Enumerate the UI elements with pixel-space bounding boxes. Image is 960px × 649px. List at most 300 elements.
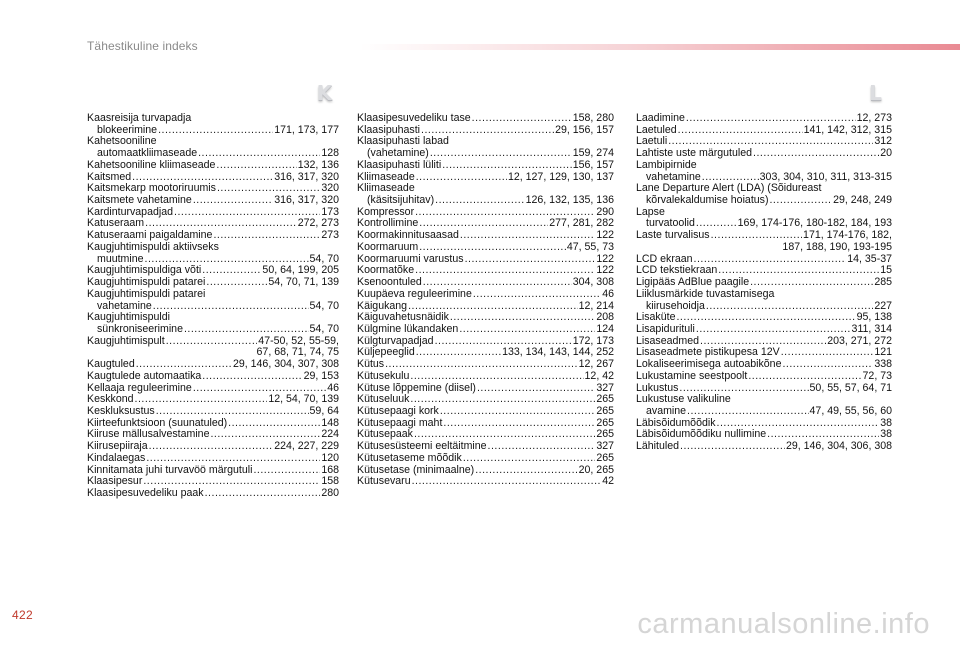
index-entry <box>357 195 614 207</box>
index-page-refs: 132, 136 <box>297 159 339 171</box>
dot-leader <box>414 429 595 441</box>
index-page-refs: 47, 55, 73 <box>566 241 614 253</box>
index-page-refs: 148 <box>321 417 339 429</box>
index-entry-line <box>636 301 892 313</box>
index-entry-line <box>636 195 892 207</box>
index-entry <box>87 207 339 219</box>
index-entry <box>357 125 614 137</box>
index-term: muutmine <box>97 253 144 265</box>
index-term: sünkroniseerimine <box>97 323 183 335</box>
index-entry <box>357 136 614 148</box>
index-page-refs: 12, 214 <box>578 300 614 312</box>
index-term: Kütusetase (minimaalne) <box>357 464 475 476</box>
index-page-refs: 171, 174-176, 182, <box>803 230 892 242</box>
index-term: Käigukang <box>357 300 408 312</box>
index-page-refs: 29, 153 <box>303 370 339 382</box>
index-page-refs: 327 <box>596 382 614 394</box>
index-entry-line <box>87 218 339 230</box>
index-page-refs: 316, 317, 320 <box>274 171 339 183</box>
index-page-refs: 95, 138 <box>856 312 892 324</box>
index-entry <box>636 136 892 148</box>
index-entry-line <box>87 195 339 207</box>
index-entry-line <box>357 312 614 324</box>
index-entry <box>87 265 339 277</box>
index-entry-heading: Lambipirnide <box>636 159 697 171</box>
index-entry <box>636 371 892 383</box>
index-entry <box>87 476 339 488</box>
index-entry-line <box>87 160 339 172</box>
index-entry-heading: Lapse <box>636 206 665 218</box>
index-entry-line <box>357 476 614 488</box>
index-page-refs: 29, 146, 304, 306, 308 <box>785 441 892 453</box>
index-entry <box>357 394 614 406</box>
dot-leader <box>430 148 572 160</box>
index-term: Kütuseluuk <box>357 394 410 406</box>
index-entry <box>636 277 892 289</box>
index-term: Kütusesüsteemi eeltäitmine <box>357 441 487 453</box>
dot-leader <box>143 476 320 488</box>
index-column-2 <box>357 113 614 488</box>
index-entry-line <box>87 394 339 406</box>
index-entry-line <box>357 418 614 430</box>
index-page-refs: 265 <box>596 429 614 441</box>
index-entry <box>357 418 614 430</box>
index-entry-line <box>357 347 614 359</box>
index-term: Kaugjuhtimispuldi patarei <box>87 277 206 289</box>
section-letter-l-glyph: L <box>869 81 882 105</box>
section-letter-l <box>864 81 887 105</box>
index-term: Katuseraami paigaldamine <box>87 230 213 242</box>
index-page-refs: 50, 64, 199, 205 <box>262 265 339 277</box>
index-page-refs: 128 <box>321 148 339 160</box>
index-term: Koormakinnitusaasad <box>357 230 459 242</box>
index-entry-line <box>357 406 614 418</box>
index-entry-line <box>87 172 339 184</box>
index-entry <box>636 160 892 172</box>
index-entry <box>636 406 892 418</box>
index-entry-line <box>636 148 892 160</box>
index-term: Lukustus <box>636 382 679 394</box>
index-term: Kütus <box>357 359 385 371</box>
index-entry-line <box>636 429 892 441</box>
dot-leader <box>472 113 572 125</box>
dot-leader <box>475 465 577 477</box>
dot-leader <box>213 230 320 242</box>
index-entry-line <box>357 383 614 395</box>
index-page-refs-continued: 187, 188, 190, 193-195 <box>782 240 892 253</box>
dot-leader <box>687 406 808 418</box>
index-page-refs: 12, 54, 70, 139 <box>268 394 339 406</box>
index-entry <box>357 289 614 301</box>
index-page-refs: 38 <box>880 417 892 429</box>
index-term: Koormatõke <box>357 265 415 277</box>
index-entry <box>636 183 892 195</box>
index-entry <box>87 277 339 289</box>
index-term: LCD ekraan <box>636 253 693 265</box>
index-page-refs: 158 <box>321 476 339 488</box>
page-header-title: Tähestikuline indeks <box>87 39 198 53</box>
index-page-refs: 338 <box>874 359 892 371</box>
index-entry <box>636 207 892 219</box>
index-page-refs: 124 <box>596 323 614 335</box>
index-term: Keskkond <box>87 394 134 406</box>
index-page-refs: 156, 157 <box>572 159 614 171</box>
index-entry <box>87 136 339 148</box>
index-page-refs: 15 <box>880 265 892 277</box>
index-entry <box>87 242 339 254</box>
index-entry-line <box>357 195 614 207</box>
index-entry <box>636 218 892 230</box>
index-entry-line <box>87 148 339 160</box>
index-term: Koormaruum <box>357 241 419 253</box>
index-entry-line <box>357 429 614 441</box>
index-page-refs: 47, 49, 55, 56, 60 <box>809 405 892 417</box>
index-entry <box>636 195 892 207</box>
index-term: Ligipääs AdBlue paagile <box>636 277 750 289</box>
index-page-refs-continued: 67, 68, 71, 74, 75 <box>256 346 339 359</box>
dot-leader <box>385 359 578 371</box>
index-entry <box>357 265 614 277</box>
index-entry-line <box>357 230 614 242</box>
index-entry-line <box>636 359 892 371</box>
index-entry-line <box>636 347 892 359</box>
index-entry <box>357 148 614 160</box>
dot-leader <box>132 172 273 184</box>
index-entry <box>636 125 892 137</box>
index-entry-line <box>636 324 892 336</box>
index-entry-heading: Klaasipuhasti labad <box>357 136 449 148</box>
index-entry <box>636 113 892 125</box>
index-term: Lisaküte <box>636 312 676 324</box>
index-term: Kompressor <box>357 206 415 218</box>
index-term: Lisaseadmed <box>636 335 700 347</box>
index-page-refs: 46 <box>327 382 339 394</box>
index-entry-line <box>357 289 614 301</box>
index-term: vahetamine <box>97 300 152 312</box>
index-entry-heading: Kaugjuhtimispuldi <box>87 312 171 324</box>
index-entry <box>87 359 339 371</box>
index-entry <box>87 429 339 441</box>
index-entry <box>357 172 614 184</box>
dot-leader <box>686 113 856 125</box>
index-entry-line <box>357 277 614 289</box>
index-entry-line <box>87 359 339 371</box>
index-entry <box>636 301 892 313</box>
index-entry <box>87 254 339 266</box>
dot-leader <box>423 277 572 289</box>
index-entry-heading: Liiklusmärkide tuvastamisega <box>636 288 775 300</box>
index-term: Kinnitamata juhi turvavöö märgutuli <box>87 464 253 476</box>
header-accent-bar <box>360 44 960 50</box>
index-page-refs: 316, 317, 320 <box>274 195 339 207</box>
dot-leader <box>210 429 320 441</box>
index-entry <box>357 371 614 383</box>
index-entry-line <box>87 406 339 418</box>
dot-leader <box>149 441 274 453</box>
index-page-refs: 265 <box>596 405 614 417</box>
index-page-refs: 312 <box>874 136 892 148</box>
index-term: Kütusevaru <box>357 476 411 488</box>
index-term: Lukustamine seestpoolt <box>636 370 748 382</box>
watermark: carmanualsonline.info <box>637 608 930 640</box>
index-term: Kütusekulu <box>357 370 410 382</box>
dot-leader <box>419 242 566 254</box>
dot-leader <box>718 265 879 277</box>
index-term: Lähituled <box>636 441 680 453</box>
dot-leader <box>440 406 595 418</box>
index-page-refs: 224 <box>321 429 339 441</box>
dot-leader <box>696 324 851 336</box>
index-term: Lokaliseerimisega autoabikõne <box>636 359 782 371</box>
index-entry <box>87 383 339 395</box>
index-entry <box>357 254 614 266</box>
dot-leader <box>193 383 326 395</box>
index-term: Kiiruse mällusalvestamine <box>87 429 210 441</box>
index-entry <box>357 453 614 465</box>
index-entry <box>636 172 892 184</box>
dot-leader <box>435 195 525 207</box>
index-entry-line <box>636 136 892 148</box>
index-term: Läbisõidumõõdiku nullimine <box>636 429 767 441</box>
dot-leader <box>145 254 309 266</box>
index-entry <box>87 289 339 301</box>
dot-leader <box>767 429 879 441</box>
dot-leader <box>153 301 309 313</box>
index-term: Koormaruumi varustus <box>357 253 464 265</box>
dot-leader <box>228 418 320 430</box>
dot-leader <box>419 218 548 230</box>
index-term: Küljepeeglid <box>357 347 415 359</box>
index-term: (vahetamine) <box>367 148 429 160</box>
index-page-refs: 12, 127, 129, 130, 137 <box>507 171 614 183</box>
dot-leader <box>676 312 855 324</box>
dot-leader <box>198 148 320 160</box>
index-page-refs: 122 <box>596 265 614 277</box>
index-entry-line <box>87 429 339 441</box>
index-page-refs: 141, 142, 312, 315 <box>803 124 892 136</box>
index-entry <box>636 254 892 266</box>
dot-leader <box>415 265 595 277</box>
index-term: Kütusepaagi maht <box>357 417 443 429</box>
dot-leader <box>202 265 261 277</box>
index-entry <box>357 476 614 488</box>
index-entry-line <box>87 301 339 313</box>
index-page-refs: 158, 280 <box>572 113 614 124</box>
index-entry-line <box>87 125 339 137</box>
dot-leader <box>700 336 826 348</box>
index-term: Kaitsmed <box>87 171 132 183</box>
index-entry <box>87 148 339 160</box>
index-page-refs: 173 <box>321 206 339 218</box>
index-term: Klaasipesuvedeliku paak <box>87 488 204 499</box>
index-page-refs: 311, 314 <box>851 323 892 335</box>
index-term: Laetuli <box>636 136 668 148</box>
dot-leader <box>450 312 595 324</box>
index-page-refs: 42 <box>602 476 614 488</box>
index-entry <box>636 324 892 336</box>
index-entry-line <box>357 371 614 383</box>
index-entry-heading: Kahetsooniline <box>87 136 157 148</box>
index-entry-line <box>636 172 892 184</box>
dot-leader <box>410 371 583 383</box>
index-entry-heading: Lane Departure Alert (LDA) (Sõidureast <box>636 183 822 195</box>
index-term: Külgturvapadjad <box>357 335 434 347</box>
index-entry <box>87 160 339 172</box>
dot-leader <box>781 347 874 359</box>
index-page-refs: 303, 304, 310, 311, 313-315 <box>759 171 892 183</box>
index-entry-line <box>357 172 614 184</box>
dot-leader <box>416 172 507 184</box>
index-entry-line <box>636 371 892 383</box>
index-entry <box>357 160 614 172</box>
index-entry-line <box>357 453 614 465</box>
index-term: Käiguvahetusnäidik <box>357 312 449 324</box>
index-entry <box>636 265 892 277</box>
index-page-refs: 14, 35-37 <box>847 253 892 265</box>
index-page-refs: 265 <box>596 417 614 429</box>
index-term: Laetuled <box>636 124 677 136</box>
index-term: Kütuse lõppemine (diisel) <box>357 382 476 394</box>
index-entry <box>357 301 614 313</box>
index-entry <box>636 347 892 359</box>
index-page-refs: 12, 273 <box>856 113 892 124</box>
index-page-refs: 54, 70 <box>309 323 339 335</box>
dot-leader <box>465 254 596 266</box>
index-entry <box>636 336 892 348</box>
index-page-refs: 172, 173 <box>572 335 614 347</box>
dot-leader <box>769 195 832 207</box>
dot-leader <box>216 160 296 172</box>
index-entry <box>636 383 892 395</box>
index-entry <box>87 336 339 359</box>
index-entry <box>357 218 614 230</box>
dot-leader <box>145 218 297 230</box>
index-entry <box>87 230 339 242</box>
index-entry-line <box>357 301 614 313</box>
index-entry-line <box>357 148 614 160</box>
index-entry <box>87 183 339 195</box>
index-term: Klaasipuhasti <box>357 124 421 136</box>
index-page-refs: 29, 248, 249 <box>833 195 892 207</box>
index-term: Kütusetaseme mõõdik <box>357 452 462 464</box>
index-term: Kaugtulede automaatika <box>87 370 202 382</box>
index-entry-line <box>636 406 892 418</box>
index-page-refs: 20 <box>880 148 892 160</box>
index-entry <box>87 301 339 313</box>
index-entry <box>87 453 339 465</box>
index-page-refs: 272, 273 <box>297 218 339 230</box>
index-entry-line <box>636 113 892 125</box>
index-term: Kontrollimine <box>357 218 419 230</box>
dot-leader <box>443 418 595 430</box>
index-page-refs: 285 <box>874 277 892 289</box>
index-page-refs: 159, 274 <box>572 148 614 160</box>
index-entry-line <box>357 207 614 219</box>
dot-leader <box>702 172 759 184</box>
index-entry-line <box>357 324 614 336</box>
index-entry-line <box>87 254 339 266</box>
index-entry-line <box>357 218 614 230</box>
index-entry-line <box>357 359 614 371</box>
index-entry-line <box>87 476 339 488</box>
index-entry-line <box>357 465 614 477</box>
dot-leader <box>694 254 847 266</box>
index-entry-line <box>357 125 614 137</box>
dot-leader <box>706 301 873 313</box>
index-entry <box>357 230 614 242</box>
index-entry-line <box>636 254 892 266</box>
index-entry <box>357 207 614 219</box>
index-entry <box>357 347 614 359</box>
index-page-refs: 133, 134, 143, 144, 252 <box>502 347 614 359</box>
index-term: Kaugjuhtimispult <box>87 335 165 347</box>
index-entry-line <box>357 160 614 172</box>
index-term: Kuupäeva reguleerimine <box>357 288 472 300</box>
index-page-refs: 121 <box>874 347 892 359</box>
index-entry <box>87 324 339 336</box>
dot-leader <box>696 218 737 230</box>
index-term: Kiirusepiiraja <box>87 441 148 453</box>
dot-leader <box>460 230 595 242</box>
index-term: Laste turvalisus <box>636 230 710 242</box>
dot-leader <box>473 289 601 301</box>
index-entry-line <box>87 277 339 289</box>
index-entry <box>87 113 339 125</box>
dot-leader <box>679 383 808 395</box>
index-page-refs: 224, 227, 229 <box>274 441 339 453</box>
index-page-refs: 29, 156, 157 <box>555 124 614 136</box>
index-entry <box>636 289 892 301</box>
index-page-refs: 122 <box>596 230 614 242</box>
index-entry <box>87 488 339 500</box>
index-term: Laadimine <box>636 113 685 124</box>
dot-leader <box>463 453 595 465</box>
index-term: kõrvalekaldumise hoiatus) <box>646 195 769 207</box>
index-entry <box>357 336 614 348</box>
index-entry-line <box>87 230 339 242</box>
dot-leader <box>717 418 880 430</box>
index-term: Lahtiste uste märgutuled <box>636 148 753 160</box>
index-page-refs: 273 <box>321 230 339 242</box>
index-entry <box>357 312 614 324</box>
index-term: Kaugjuhtimispuldiga võti <box>87 265 202 277</box>
index-entry-line <box>636 383 892 395</box>
index-entry <box>636 418 892 430</box>
index-page-refs: 126, 132, 135, 136 <box>525 195 614 207</box>
index-term: (käsitsijuhitav) <box>367 195 435 207</box>
dot-leader <box>136 359 232 371</box>
index-term: Katuseraam <box>87 218 145 230</box>
index-page-refs: 38 <box>880 429 892 441</box>
section-letter-k <box>313 81 336 105</box>
dot-leader <box>442 160 572 172</box>
index-entry-line <box>357 441 614 453</box>
dot-leader <box>678 125 803 137</box>
index-entry <box>87 406 339 418</box>
dot-leader <box>748 371 861 383</box>
index-term: Klaasipesuvedeliku tase <box>357 113 471 124</box>
dot-leader <box>146 453 320 465</box>
dot-leader <box>753 148 879 160</box>
index-page-refs: 208 <box>596 312 614 324</box>
index-entry <box>87 125 339 137</box>
dot-leader <box>253 465 320 477</box>
dot-leader <box>202 371 302 383</box>
index-page-refs: 72, 73 <box>862 370 892 382</box>
dot-leader <box>435 336 572 348</box>
index-page-refs: 320 <box>321 183 339 195</box>
dot-leader <box>421 125 554 137</box>
